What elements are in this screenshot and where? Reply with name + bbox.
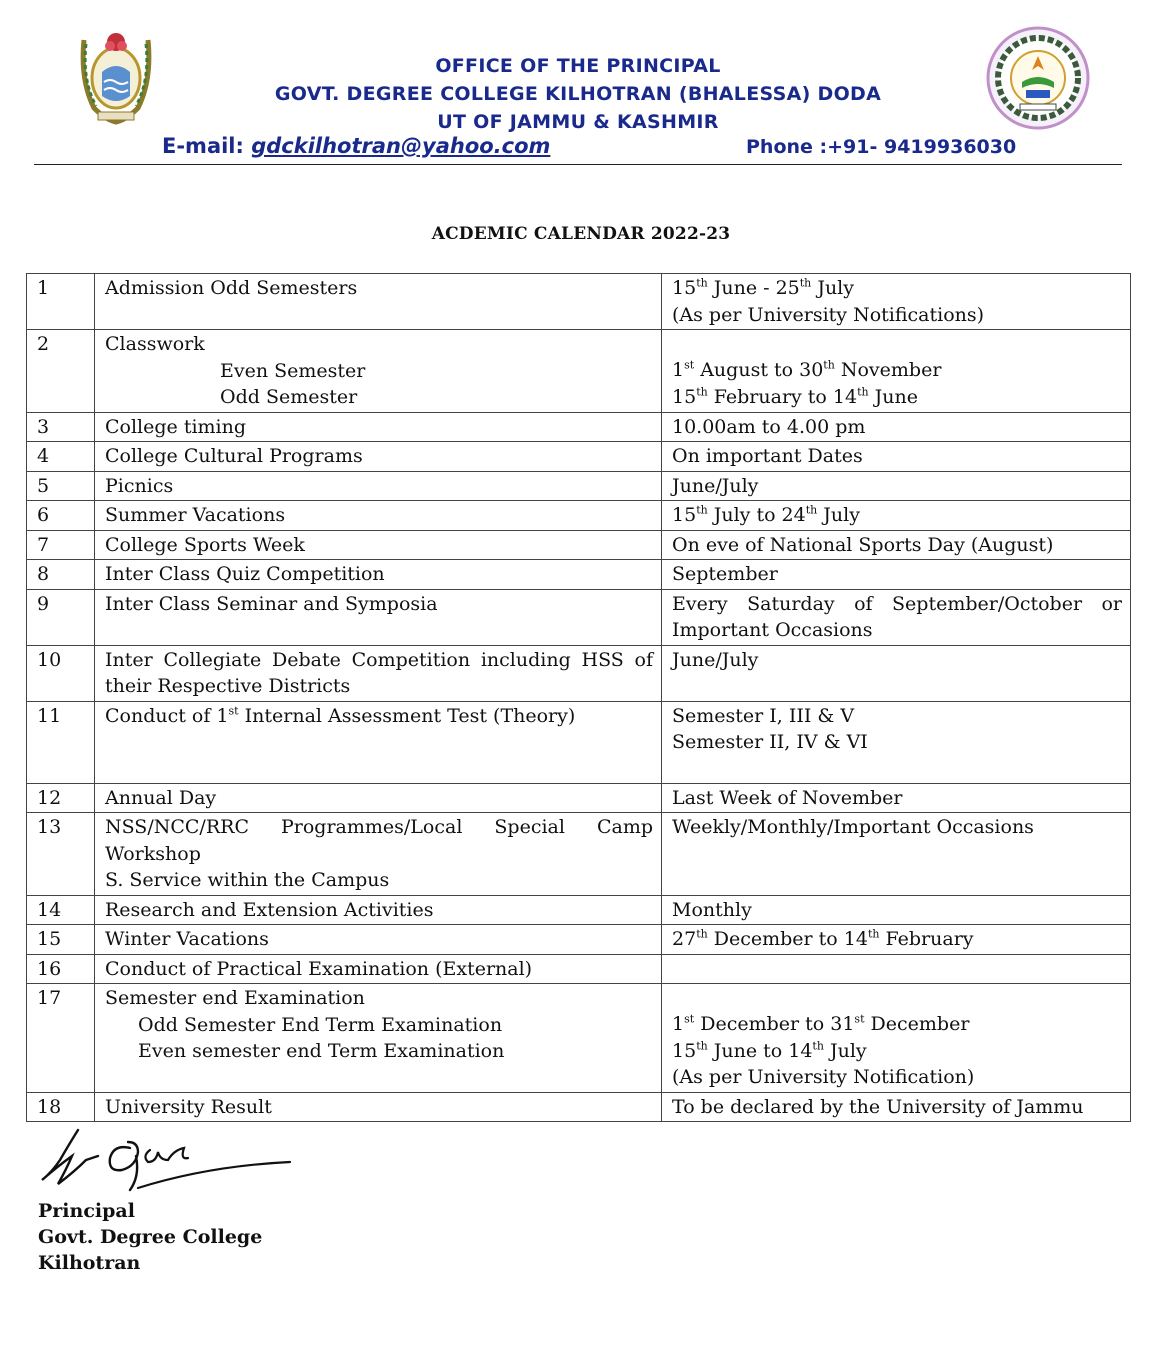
signatory-title: Principal [38,1200,135,1222]
activity-cell: Annual Day [95,783,662,813]
signatory-block [38,1198,262,1276]
office-line-1: OFFICE OF THE PRINCIPAL [435,55,721,77]
date-cell: Every Saturday of September/October or Important Occasions [662,589,1131,645]
date-cell: June/July [662,645,1131,701]
signatory-institution: Govt. Degree College [38,1226,263,1248]
office-line-3: UT OF JAMMU & KASHMIR [437,111,719,133]
row-number: 14 [27,895,95,925]
activity-cell: Admission Odd Semesters [95,274,662,330]
date-cell: To be declared by the University of Jammu [662,1092,1131,1122]
table-row [27,954,1131,984]
activity-cell: Winter Vacations [95,925,662,955]
date-cell: Weekly/Monthly/Important Occasions [662,813,1131,896]
table-row [27,501,1131,531]
table-row [27,645,1131,701]
table-row [27,701,1131,783]
email-label: E-mail: [162,134,244,158]
activity-cell: Inter Class Seminar and Symposia [95,589,662,645]
table-row [27,589,1131,645]
header-divider [34,164,1122,165]
activity-cell: College Sports Week [95,530,662,560]
jk-emblem-icon [76,20,156,126]
table-row [27,813,1131,896]
table-row [27,471,1131,501]
row-number: 1 [27,274,95,330]
table-row [27,274,1131,330]
row-number: 5 [27,471,95,501]
table-row [27,984,1131,1093]
office-line-2: GOVT. DEGREE COLLEGE KILHOTRAN (BHALESSA) DODA [274,83,882,105]
table-row [27,330,1131,413]
signatory-place: Kilhotran [38,1252,141,1274]
table-row [27,1092,1131,1122]
row-number: 8 [27,560,95,590]
activity-cell: Inter Collegiate Debate Competition including HSS of their Respective Districts [95,645,662,701]
date-cell: 1st December to 31st December 15th June to 14th July (As per University Notification) [662,984,1131,1093]
row-number: 16 [27,954,95,984]
activity-cell: Research and Extension Activities [95,895,662,925]
table-row [27,442,1131,472]
row-number: 3 [27,412,95,442]
date-cell: 10.00am to 4.00 pm [662,412,1131,442]
date-cell [662,954,1131,984]
email-block [162,134,550,158]
row-number: 15 [27,925,95,955]
date-cell: Last Week of November [662,783,1131,813]
college-seal-icon [984,26,1092,130]
contact-line [162,134,1042,162]
activity-cell: Summer Vacations [95,501,662,531]
academic-calendar-table [26,273,1131,1122]
row-number: 18 [27,1092,95,1122]
row-number: 4 [27,442,95,472]
date-cell: September [662,560,1131,590]
table-row [27,412,1131,442]
row-number: 10 [27,645,95,701]
row-number: 11 [27,701,95,783]
activity-cell: Semester end Examination Odd Semester End Term Examination Even semester end Term Examination [95,984,662,1093]
activity-cell: NSS/NCC/RRC Programmes/Local Special Camp Workshop S. Service within the Campus [95,813,662,896]
table-row [27,783,1131,813]
office-address [220,52,936,136]
phone-number: Phone :+91- 9419936030 [746,136,1017,158]
date-cell: 15th July to 24th July [662,501,1131,531]
date-cell: June/July [662,471,1131,501]
row-number: 12 [27,783,95,813]
activity-cell: College Cultural Programs [95,442,662,472]
row-number: 6 [27,501,95,531]
activity-cell: Classwork Even Semester Odd Semester [95,330,662,413]
date-cell: 1st August to 30th November 15th February to 14th June [662,330,1131,413]
email-link[interactable]: gdckilhotran@yahoo.com [251,134,551,158]
row-number: 7 [27,530,95,560]
activity-cell: University Result [95,1092,662,1122]
page-title: ACDEMIC CALENDAR 2022-23 [431,224,731,244]
date-cell: Monthly [662,895,1131,925]
table-row [27,895,1131,925]
date-cell: On eve of National Sports Day (August) [662,530,1131,560]
table-row [27,530,1131,560]
activity-cell: Conduct of Practical Examination (External) [95,954,662,984]
activity-cell: Conduct of 1st Internal Assessment Test (Theory) [95,701,662,783]
handwritten-signature-icon [38,1126,294,1196]
row-number: 2 [27,330,95,413]
table-row [27,560,1131,590]
date-cell: 15th June - 25th July (As per University Notifications) [662,274,1131,330]
row-number: 9 [27,589,95,645]
activity-cell: Picnics [95,471,662,501]
date-cell: On important Dates [662,442,1131,472]
activity-cell: College timing [95,412,662,442]
date-cell: 27th December to 14th February [662,925,1131,955]
table-row [27,925,1131,955]
row-number: 13 [27,813,95,896]
row-number: 17 [27,984,95,1093]
letterhead [0,0,1162,170]
date-cell: Semester I, III & V Semester II, IV & VI [662,701,1131,783]
activity-cell: Inter Class Quiz Competition [95,560,662,590]
